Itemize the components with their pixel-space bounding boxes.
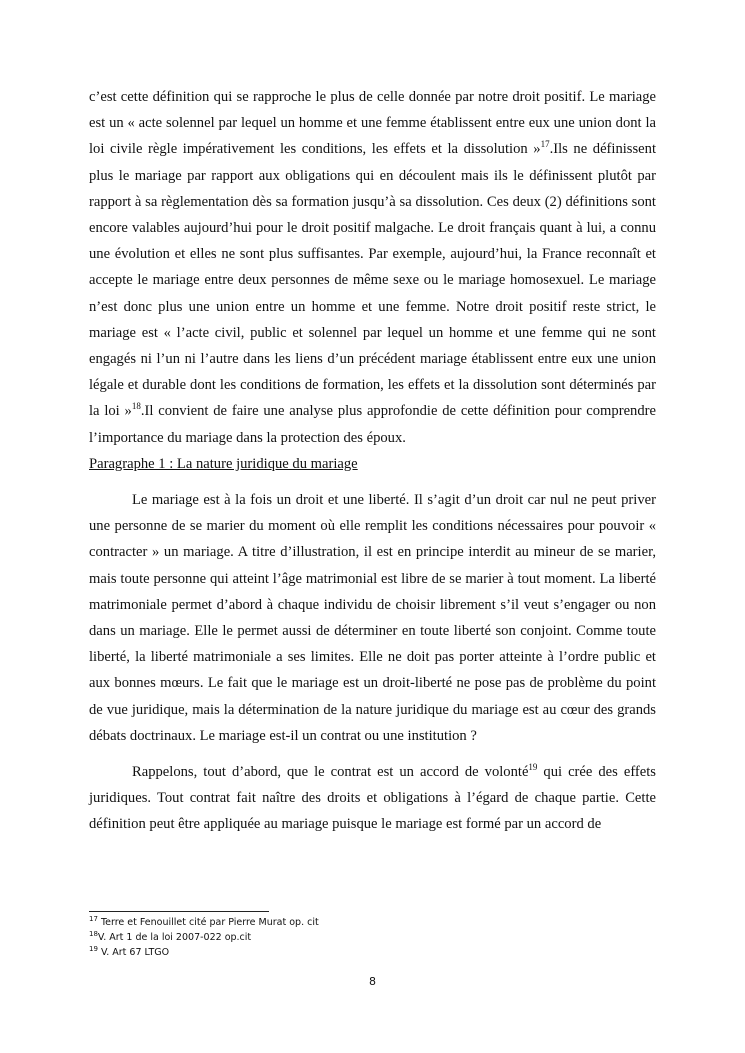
footnote-text: V. Art 1 de la loi 2007-022 op.cit	[97, 932, 252, 943]
footnote-number: 18	[89, 930, 98, 938]
footnote-number: 19	[89, 945, 98, 953]
footnote-item	[89, 915, 319, 930]
footnote-text: V. Art 67 LTGO	[97, 947, 170, 958]
paragraph-nature: Le mariage est à la fois un droit et une liberté. Il s’agit d’un droit car nul ne peut priver une personne de se marier du moment où elle remplit les conditions nécessaires pour pouvoir « contracter » un mariage. A titre d’illustration, il est en principe interdit au mineur de se marier, mais toute personne qui atteint l’âge matrimonial est libre de se marier à tout moment. La liberté matrimoniale permet d’abord à chaque individu de choisir librement s’il veut s’engager ou non dans un mariage. Elle le permet aussi de déterminer en toute liberté son conjoint. Comme toute liberté, la liberté matrimoniale a ses limites. Elle ne doit pas porter atteinte à l’ordre public et aux bonnes mœurs. Le fait que le mariage est un droit-liberté ne pose pas de problème du point de vue juridique, mais la détermination de la nature juridique du mariage est au cœur des grands débats doctrinaux. Le mariage est-il un contrat ou une institution ?	[89, 492, 656, 744]
section-heading-text: Paragraphe 1 : La nature juridique du mariage	[89, 455, 358, 472]
paragraph-text: c’est cette définition qui se rapproche le plus de celle donnée par notre droit positif. Le mariage est un « acte solennel par lequel un homme et une femme établissent entre eux une union dont la loi civile règle impérativement les conditions, les effets et la dissolution »	[89, 89, 656, 158]
body-text	[89, 84, 656, 838]
footnote-ref-19[interactable]: 19	[528, 762, 538, 773]
footnote-ref-17[interactable]: 17	[540, 139, 550, 150]
footnote-item	[89, 945, 319, 960]
paragraph-text: .Il convient de faire une analyse plus approfondie de cette définition pour comprendre l’importance du mariage dans la protection des époux.	[89, 403, 656, 446]
footnote-number: 17	[89, 915, 98, 923]
paragraph-intro	[89, 84, 656, 451]
paragraph-text: .Ils ne définissent plus le mariage par rapport aux obligations qui en découlent mais ils le définissent plutôt par rapport à sa règlementation dès sa formation jusqu’à sa dissolution. Ces deux (2) définitions sont encore valables aujourd’hui pour le droit positif malgache. Le droit français quant à lui, a connu une évolution et elles ne sont plus suffisantes. Par exemple, aujourd’hui, la France reconnaît et accepte le mariage entre deux personnes de même sexe ou le mariage homosexuel. Le mariage n’est donc plus une union entre un homme et une femme. Notre droit positif reste strict, le mariage est « l’acte civil, public et solennel par lequel un homme et une femme qui ne sont engagés ni l’un ni l’autre dans les liens d’un précédent mariage établissent entre eux une union légale et durable dont les conditions de formation, les effets et la dissolution sont déterminés par la loi »	[89, 141, 656, 420]
footnote-item	[89, 930, 319, 945]
section-heading	[89, 451, 656, 477]
paragraph-text: qui crée des effets juridiques. Tout contrat fait naître des droits et obligations à l’égard de chaque partie. Cette définition peut être appliquée au mariage puisque le mariage est formé par un accord de	[89, 764, 656, 833]
footnotes	[89, 915, 319, 960]
footnote-ref-18[interactable]: 18	[131, 401, 141, 412]
paragraph-contract	[89, 759, 656, 838]
page-number: 8	[369, 975, 376, 988]
footnote-separator	[89, 911, 269, 912]
footnote-text: Terre et Fenouillet cité par Pierre Murat op. cit	[97, 917, 319, 928]
paragraph-text: Rappelons, tout d’abord, que le contrat est un accord de volonté	[132, 764, 529, 781]
